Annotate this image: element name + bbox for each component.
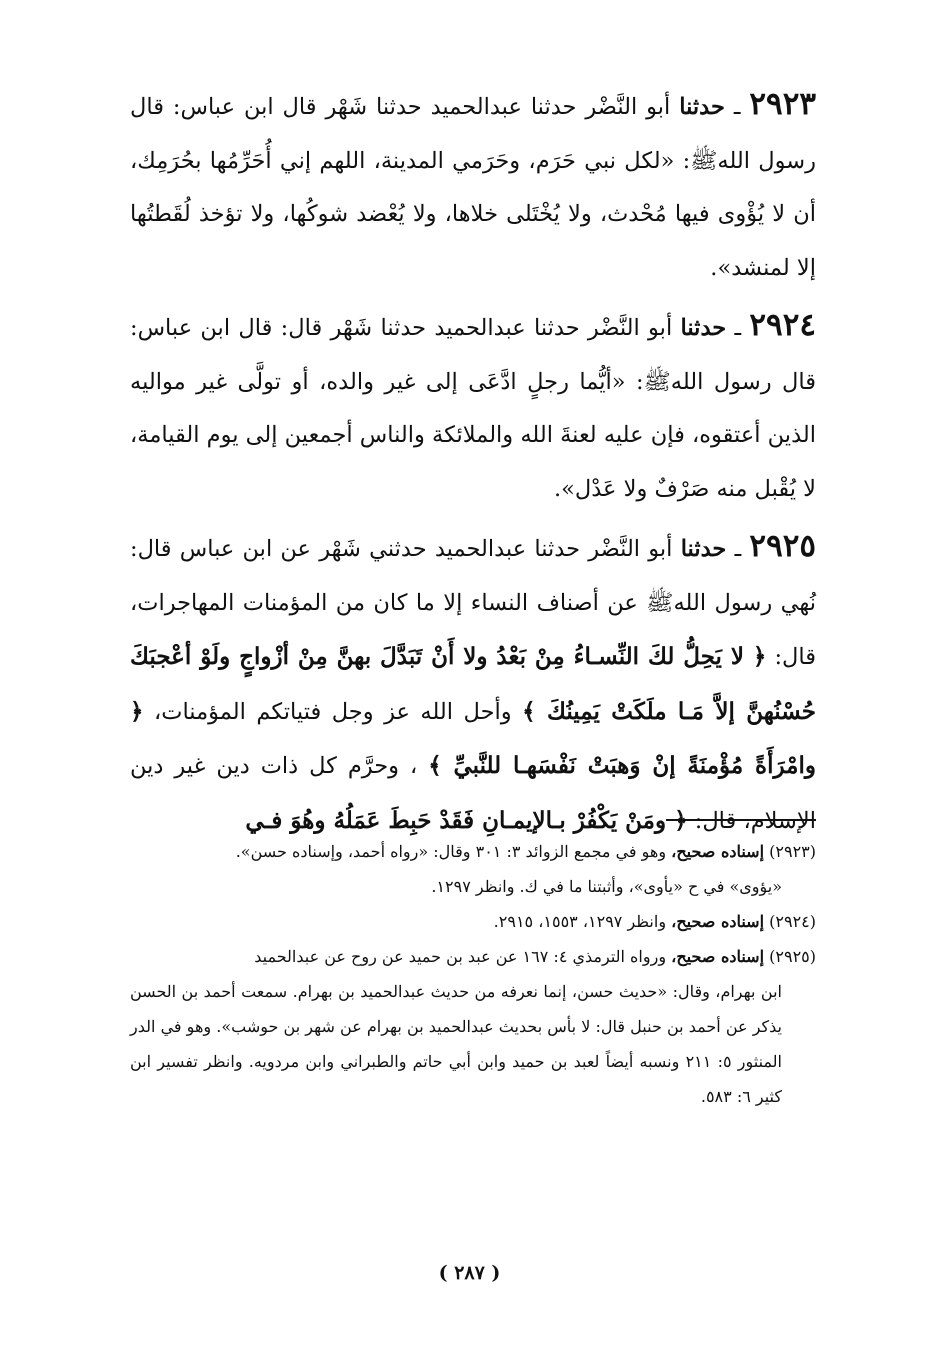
quran-verse: ﴿ لا يَحِلُّ لكَ النِّسـاءُ مِنْ بَعْدُ ولا أَنْ تَبَدَّلَ بهنَّ مِنْ أزْواجٍ ولَوْ أعْجبَكَ حُسْنُهنَّ إلاَّ مَـا ملَكَتْ يَمِينُكَ ﴾ <box>130 643 816 725</box>
hadith-lead: حدثنا <box>680 536 727 562</box>
hadith-number: ٢٩٢٤ <box>749 307 817 343</box>
footnote-continuation: ابن بهرام، وقال: «حديث حسن، إنما نعرفه من حديث عبدالحميد بن بهرام. سمعت أحمد بن الحسن يذكر عن أحمد بن حنبل قال: لا بأس بحديث عبدالحميد بن بهرام عن شهر بن حوشب». وهو في الدر المنثور ٥: ٢١١ ونسبه أيضاً لعبد بن حميد وابن أبي حاتم والطبراني وابن مردويه. وانظر تفسير ابن كثير ٦: ٥٨٣. <box>130 982 783 1106</box>
hadith-2924: ٢٩٢٤ ـ حدثنا أبو النَّضْر حدثنا عبدالحميد حدثنا شَهْر قال: قال ابن عباس: قال رسول اللهﷺ: «أيُّما رجلٍ ادَّعَى إلى غير والده، أو تولَّى غير مواليه الذين أعتقوه، فإن عليه لعنةَ الله والملائكة والناس أجمعين إلى يوم القيامة، لا يُقْبل منه صَرْفٌ ولا عَدْل». <box>130 307 817 502</box>
hadith-2923: ٢٩٢٣ ـ حدثنا أبو النَّضْر حدثنا عبدالحميد حدثنا شَهْر قال ابن عباس: قال رسول اللهﷺ: «لكل نبي حَرَم، وحَرَمي المدينة، اللهم إني أُحَرِّمُها بحُرَمِك، أن لا يُؤْوى فيها مُحْدث، ولا يُخْتَلى خلاها، ولا يُعْضد شوكُها، ولا تؤخذ لُقَطتُها إلا لمنشد». <box>130 86 816 281</box>
hadith-number: ٢٩٢٣ <box>749 86 816 122</box>
hadith-lead: حدثنا <box>679 94 725 120</box>
footnotes <box>130 834 816 1114</box>
hadith-text: ، وحرَّم كل ذات دين غير دين الإسلام، قال: <box>130 753 816 834</box>
footnote-continuation: «يؤوى» في ح «يأوى»، وأثبتنا ما في ك. وانظر ١٢٩٧. <box>431 877 782 896</box>
footnote-2925 <box>130 939 816 974</box>
hadith-text: أبو النَّضْر حدثنا عبدالحميد حدثني شَهْر عن ابن عباس قال: نُهي رسول اللهﷺ عن أصناف النساء إلا ما كان من المؤمنات المهاجرات، قال: <box>130 536 816 670</box>
main-text <box>130 78 816 852</box>
footnote-ref: (٢٩٢٥) <box>769 947 816 966</box>
footnote-text: وهو في مجمع الزوائد ٣: ٣٠١ وقال: «رواه أحمد، وإسناده حسن». <box>235 842 667 861</box>
footnote-2923 <box>130 834 816 869</box>
hadith-text: أبو النَّضْر حدثنا عبدالحميد حدثنا شَهْر قال: قال ابن عباس: قال رسول اللهﷺ: «أيُّما رجلٍ ادَّعَى إلى غير والده، أو تولَّى غير مواليه الذين أعتقوه، فإن عليه لعنةَ الله والملائكة والناس أجمعين إلى يوم القيامة، لا يُقْبل منه صَرْفٌ ولا عَدْل». <box>130 315 816 502</box>
hadith-lead: حدثنا <box>680 315 727 341</box>
footnote-grade: إسناده صحيح، <box>671 842 765 861</box>
footnote-text: وانظر ١٢٩٧، ١٥٥٣، ٢٩١٥. <box>493 912 667 931</box>
hadith-number: ٢٩٢٥ <box>749 528 817 564</box>
hadith-2925: ٢٩٢٥ ـ حدثنا أبو النَّضْر حدثنا عبدالحميد حدثني شَهْر عن ابن عباس قال: نُهي رسول اللهﷺ عن أصناف النساء إلا ما كان من المؤمنات المهاجرات، قال: ﴿ لا يَحِلُّ لكَ النِّسـاءُ مِنْ بَعْدُ ولا أَنْ تَبَدَّلَ بهنَّ مِنْ أزْواجٍ ولَوْ أعْجبَكَ حُسْنُهنَّ إلاَّ مَـا ملَكَتْ يَمِينُكَ ﴾ وأحل الله عز وجل فتياتكم المؤمنات، ﴿ وامْرَأَةً مُؤْمنَةً إنْ وَهبَتْ نَفْسَهـا للنَّبيِّ ﴾ ، وحرَّم كل ذات دين غير دين الإسلام، قال: ﴿ ومَنْ يَكْفُرْ بـالإيمـانِ فَقَدْ حَبِطَ عَمَلُهُ وهُوَ فـي <box>130 528 817 834</box>
footnote-divider <box>666 819 816 821</box>
footnote-grade: إسناده صحيح، <box>671 912 765 931</box>
quran-verse: ﴿ وامْرَأَةً مُؤْمنَةً إنْ وَهبَتْ نَفْسَهـا للنَّبيِّ ﴾ <box>130 697 816 779</box>
quran-verse: ﴿ ومَنْ يَكْفُرْ بـالإيمـانِ فَقَدْ حَبِطَ عَمَلُهُ وهُوَ فـي <box>245 806 688 834</box>
footnote-grade: إسناده صحيح، <box>671 947 765 966</box>
page-number: ( ٢٨٧ ) <box>438 1262 501 1284</box>
footnote-ref: (٢٩٢٤) <box>769 912 816 931</box>
hadith-text: وأحل الله عز وجل فتياتكم المؤمنات، <box>154 698 512 725</box>
footnote-text: ورواه الترمذي ٤: ١٦٧ عن عبد بن حميد عن روح عن عبدالحميد <box>254 947 667 966</box>
hadith-text: أبو النَّضْر حدثنا عبدالحميد حدثنا شَهْر قال ابن عباس: قال رسول اللهﷺ: «لكل نبي حَرَم، وحَرَمي المدينة، اللهم إني أُحَرِّمُها بحُرَمِك، أن لا يُؤْوى فيها مُحْدث، ولا يُخْتَلى خلاها، ولا يُعْضد شوكُها، ولا تؤخذ لُقَطتُها إلا لمنشد». <box>130 94 816 281</box>
footnote-2924 <box>130 904 816 939</box>
footnote-ref: (٢٩٢٣) <box>769 842 816 861</box>
